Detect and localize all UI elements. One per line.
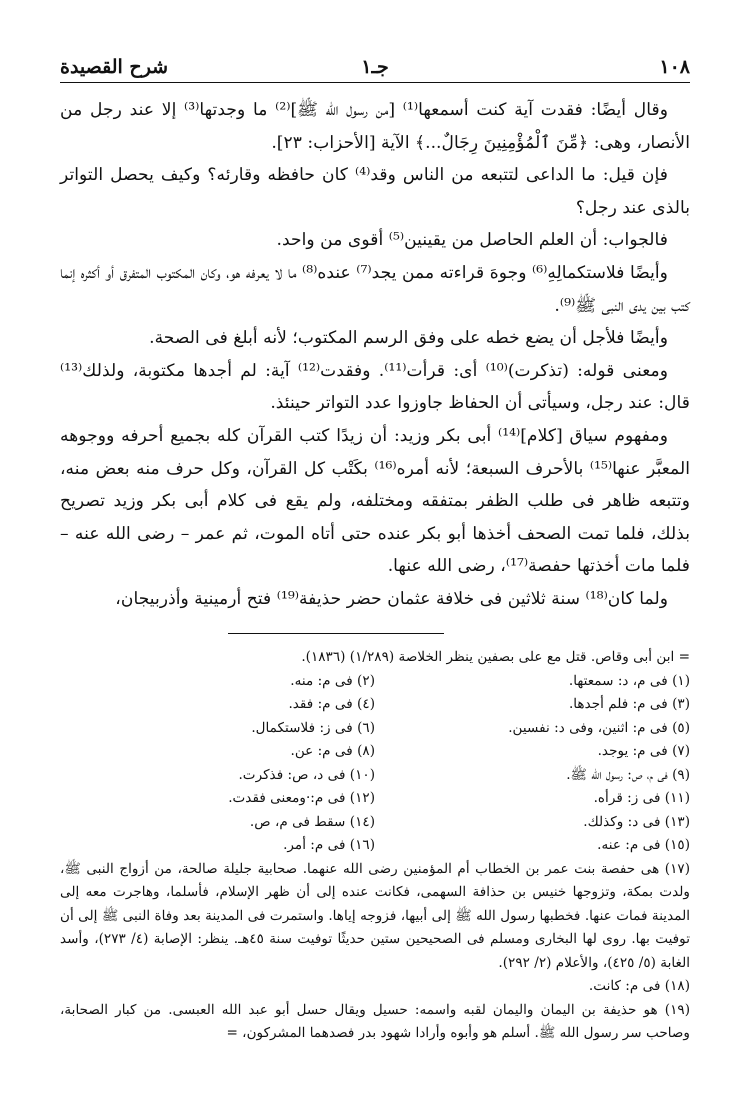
footnote-separator bbox=[228, 633, 444, 634]
footnote-row bbox=[60, 834, 690, 858]
footnote: (٥) فى م: اثنين، وفى د: نفسين. bbox=[508, 719, 690, 736]
paragraph: ولما كان⁽¹⁸⁾ سنة ثلاثين فى خلافة عثمان حضر حذيفة⁽¹⁹⁾ فتح أرمينية وأذربيجان، bbox=[115, 588, 668, 609]
footnote-row bbox=[60, 693, 690, 717]
volume-label: جـ١ bbox=[361, 56, 389, 78]
paragraph: فالجواب: أن العلم الحاصل من يقينين⁽⁵⁾ أقوى من واحد. bbox=[276, 230, 668, 251]
footnote: (١٦) فى م: أمر. bbox=[283, 837, 375, 853]
footnote: (١٢) فى م:·ومعنى فقدت. bbox=[228, 790, 375, 806]
footnote-row bbox=[60, 764, 690, 788]
footnote-row bbox=[60, 787, 690, 811]
footnote: (١٣) فى د: وكذلك. bbox=[583, 813, 690, 830]
footnotes bbox=[60, 646, 690, 1046]
footnote-row bbox=[60, 717, 690, 741]
footnote: (١٠) فى د، ص: فذكرت. bbox=[238, 766, 375, 783]
footnote: (٦) فى ز: فلاستكمال. bbox=[251, 719, 375, 736]
running-header bbox=[60, 52, 690, 83]
footnote-row bbox=[60, 740, 690, 764]
footnote-row bbox=[60, 670, 690, 694]
footnote-19: (١٩) هو حذيفة بن اليمان واليمان لقبه واسمه: حسيل ويقال حسل أبو عبد الله العبسى. من كبار الصحابة، وصاحب سر رسول الله ﷺ. أسلم هو وأبوه وأرادا شهود بدر فصدهما المشركون، = bbox=[60, 1001, 690, 1041]
footnote: (٤) فى م: فقد. bbox=[288, 696, 375, 712]
paragraph: ومفهوم سياق [كلام]⁽¹⁴⁾ أبى بكر وزيد: أن زيدًا كتب القرآن كله بجميع أحرفه ووجوهه المعبَّر عنها⁽¹⁵⁾ بالأحرف السبعة؛ لأنه أمره⁽¹⁶⁾ بكَتْب كل القرآن، وكل حرف منه بعض منه، وتتبعه ظاهر فى طلب الظفر بمتفقه ومختلفه، ولم يقع فى كلام أبى بكر وزيد تصريح بذلك، فلما تمت الصحف أخذها أبو بكر عنده حتى أتاه الموت، ثم عمر – رضى الله عنه – فلما مات أخذتها حفصة⁽¹⁷⁾، رضى الله عنها. bbox=[60, 425, 690, 577]
footnote: (١) فى م، د: سمعتها. bbox=[568, 672, 690, 689]
footnote: (٨) فى م: عن. bbox=[290, 743, 375, 759]
footnote: (٧) فى م: يوجد. bbox=[597, 743, 690, 759]
footnote: (٩) فى م، ص: رسول الله ﷺ. bbox=[566, 766, 690, 783]
paragraph: ومعنى قوله: (تذكرت)⁽¹⁰⁾ أى: قرأت⁽¹¹⁾. وفقدت⁽¹²⁾ آية: لم أجدها مكتوبة، ولذلك⁽¹³⁾ قال: عند رجل، وسيأتى أن الحفاظ جاوزوا عدد التواتر حينئذ. bbox=[60, 360, 690, 414]
footnote-row bbox=[60, 811, 690, 835]
paragraph: وأيضًا فلأجل أن يضع خطه على وفق الرسم المكتوب؛ لأنه أبلغ فى الصحة. bbox=[149, 328, 668, 349]
footnote: (١١) فى ز: قرأه. bbox=[593, 790, 690, 806]
footnote-18: (١٨) فى م: كانت. bbox=[588, 978, 690, 994]
page-number: ١٠٨ bbox=[659, 56, 690, 78]
paragraph: فإن قيل: ما الداعى لتتبعه من الناس وقد⁽⁴⁾ كان حافظه وقارئه؟ وكيف يحصل التواتر بالذى عند رجل؟ bbox=[60, 165, 690, 218]
paragraph: وأيضًا فلاستكمالِهِ⁽⁶⁾ وجوهَ قراءته ممن يجد⁽⁷⁾ عنده⁽⁸⁾ ما لا يعرفه هو، وكان المكتوب المتفرق أو أكثره إنما كتب بين يدى النبى ﷺ⁽⁹⁾. bbox=[60, 262, 690, 316]
book-title: شرح القصيدة bbox=[60, 56, 169, 78]
footnote: (١٥) فى م: عنه. bbox=[597, 837, 690, 853]
footnote-continuation: = ابن أبى وقاص. قتل مع على بصفين ينظر الخلاصة (١/٢٨٩) (١٨٣٦). bbox=[301, 649, 690, 665]
footnote: (١٤) سقط فى م، ص. bbox=[249, 813, 375, 830]
footnote-17: (١٧) هى حفصة بنت عمر بن الخطاب أم المؤمنين رضى الله عنهما. صحابية جليلة صالحة، من أزواج النبى ﷺ، ولدت بمكة، وتزوجها خنيس بن حذافة السهمى، فكانت عنده إلى أن ظهر الإسلام، فأسلما، وهاجرت معه إلى المدينة فمات عنها. فخطبها رسول الله ﷺ إلى أبيها، فزوجه إياها. واستمرت فى المدينة بعد وفاة النبى ﷺ إلى أن توفيت بها. روى لها البخارى ومسلم فى الصحيحين ستين حديثًا توفيت سنة ٤٥هـ. ينظر: الإصابة (٤/ ٢٧٣)، وأسد الغابة (٥/ ٤٢٥)، والأعلام (٢/ ٢٩٢). bbox=[60, 860, 690, 971]
footnote: (٣) فى م: فلم أجدها. bbox=[568, 696, 690, 712]
paragraph: وقال أيضًا: فقدت آية كنت أسمعها⁽¹⁾ [من رسول الله ﷺ]⁽²⁾ ما وجدتها⁽³⁾ إلا عند رجل من الأنصار، وهى: ﴿مِّنَ ٱلْمُؤْمِنِينَ رِجَالٌ...﴾ الآية [الأحزاب: ٢٣]. bbox=[60, 100, 690, 153]
main-text bbox=[60, 94, 690, 616]
footnote: (٢) فى م: منه. bbox=[290, 672, 375, 689]
